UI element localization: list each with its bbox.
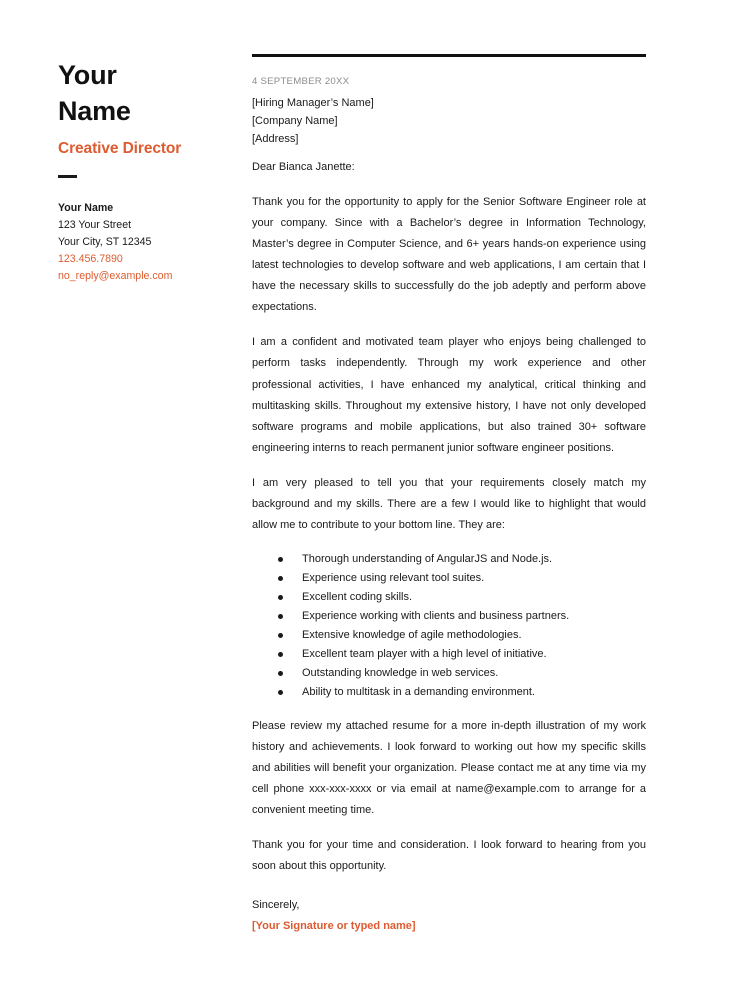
contact-details-block: [58, 200, 228, 286]
list-item: Extensive knowledge of agile methodologies.: [278, 626, 646, 645]
contact-street: 123 Your Street: [58, 218, 132, 231]
body-paragraph-2: I am a confident and motivated team player who enjoys being challenged to perform tasks independently. Through my work experience and other professional activities, I have enhanced my analytical, critical thinking and multitasking skills. Throughout my extensive history, I have not only developed software programs and mobile applications, but also trained 30+ software engineering interns to reach permanent junior software engineer positions.: [252, 336, 646, 454]
recipient-block: [252, 94, 646, 148]
applicant-job-title: Creative Director: [58, 140, 182, 158]
list-item: Excellent team player with a high level of initiative.: [278, 645, 646, 664]
salutation: Dear Bianca Janette:: [252, 161, 355, 174]
list-item: Experience working with clients and business partners.: [278, 607, 646, 626]
list-item: Outstanding knowledge in web services.: [278, 664, 646, 683]
closing-word: Sincerely,: [252, 899, 300, 912]
list-item: Ability to multitask in a demanding environment.: [278, 683, 646, 702]
contact-phone[interactable]: 123.456.7890: [58, 253, 123, 266]
sidebar-divider-dash: [58, 175, 77, 178]
list-item: Experience using relevant tool suites.: [278, 569, 646, 588]
recipient-company-name: [Company Name]: [252, 115, 338, 128]
body-paragraph-3: I am very pleased to tell you that your requirements closely match my background and my skills. There are a few I would like to highlight that would allow me to contribute to your bottom line. They are:: [252, 477, 646, 532]
header-rule: [252, 54, 646, 57]
contact-name: Your Name: [58, 201, 114, 214]
list-item: Excellent coding skills.: [278, 588, 646, 607]
body-paragraph-4: Please review my attached resume for a more in-depth illustration of my work history and achievements. I look forward to working out how my specific skills and abilities will benefit your organization. Please contact me at any time via my cell phone xxx-xxx-xxxx or via email at name@example.com to arrange for a convenient meeting time.: [252, 719, 646, 817]
letter-body: [252, 54, 646, 936]
letter-date: 4 SEPTEMBER 20XX: [252, 76, 350, 87]
skills-list: [252, 550, 646, 701]
contact-email[interactable]: no_reply@example.com: [58, 270, 173, 283]
signature-placeholder[interactable]: [Your Signature or typed name]: [252, 920, 416, 933]
applicant-name-line-2: Name: [58, 95, 131, 126]
recipient-address: [Address]: [252, 133, 299, 146]
list-item: Thorough understanding of AngularJS and Node.js.: [278, 550, 646, 569]
applicant-name-line-1: Your: [58, 60, 117, 90]
applicant-name-heading: [58, 58, 228, 129]
body-paragraph-1: Thank you for the opportunity to apply for the Senior Software Engineer role at your company. Since with a Bachelor’s degree in Information Technology, Master’s degree in Computer Science, and 6+ years hands-on experience using latest technologies to develop software and web applications, I am certain that I have the necessary skills to successfully do the job adeptly and perform above expectations.: [252, 195, 646, 314]
contact-city-state-zip: Your City, ST 12345: [58, 236, 152, 249]
letterhead-sidebar: [58, 58, 228, 286]
body-paragraph-5: Thank you for your time and consideration. I look forward to hearing from you soon about this opportunity.: [252, 839, 646, 873]
recipient-manager-name: [Hiring Manager’s Name]: [252, 97, 374, 109]
